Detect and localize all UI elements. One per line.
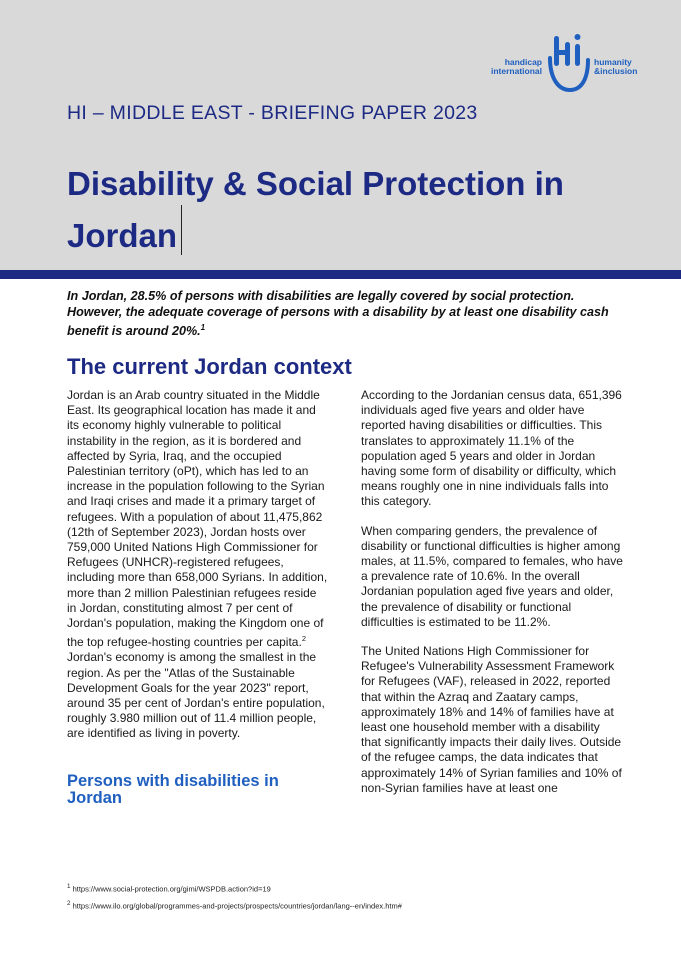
left-column (67, 388, 329, 756)
logo-right-text (594, 58, 654, 76)
left-paragraph-part2: Jordan's economy is among the smallest in the region. As per the "Atlas of the Sustainable Development Goals for the year 2023" report, around 35 per cent of Jordan's entire population, roughly 3.980 million out of 11.4 million people, are identified as living in poverty. (67, 650, 325, 741)
lead-summary (67, 289, 622, 340)
logo-right-line1: humanity (594, 57, 632, 67)
hi-logo (484, 28, 649, 98)
footnote-1-number: 1 (67, 883, 71, 890)
footnotes (67, 880, 657, 913)
lead-footnote-ref[interactable]: 1 (200, 323, 206, 332)
footnote-2 (67, 897, 657, 914)
subsection-heading: Persons with disabilities in Jordan (67, 772, 279, 807)
logo-left-line1: handicap (504, 57, 542, 67)
footnote-ref-2[interactable]: 2 (301, 634, 306, 644)
footnote-1 (67, 880, 657, 897)
text-cursor (181, 205, 182, 255)
logo-right-line2: &inclusion (594, 66, 638, 76)
hand-logo-icon (544, 30, 592, 96)
section-heading: The current Jordan context (67, 354, 352, 379)
lead-text: In Jordan, 28.5% of persons with disabilities are legally covered by social protection. However, the adequate coverage of persons with a disability by at least one disability cash benefit is around 20%. (67, 289, 609, 339)
logo-left-text (484, 58, 542, 76)
header-divider (0, 270, 681, 279)
document-title: Disability & Social Protection in Jordan (67, 165, 564, 254)
briefing-kicker: HI – MIDDLE EAST - BRIEFING PAPER 2023 (67, 102, 478, 124)
logo-left-line2: international (490, 66, 542, 76)
footnote-1-link[interactable]: https://www.social-protection.org/gimi/WSPDB.action?id=19 (72, 884, 271, 894)
right-paragraph-2: When comparing genders, the prevalence of disability or functional difficulties is higher among males, at 11.5%, compared to females, who have a prevalence rate of 10.6%. In the overall Jordanian population aged five years and older, the prevalence of disability or functional difficulties is estimated to be 11.2%. (361, 523, 623, 629)
right-column (361, 388, 623, 810)
right-paragraph-3: The United Nations High Commissioner for Refugee's Vulnerability Assessment Framework for Refugees (VAF), released in 2022, reported that within the Azraq and Zaatary camps, approximately 18% and 14% of families have at least one household member with a disability that significantly impacts their daily lives. Outside of the refugee camps, the data indicates that approximately 14% of Syrian families and 10% of non-Syrian families have at least one (361, 644, 622, 795)
right-paragraph-1: According to the Jordanian census data, 651,396 individuals aged five years and older have reported having disabilities or difficulties. This translates to approximately 11.1% of the population aged 5 years and older in Jordan having some form of disability or difficulty, which means roughly one in nine individuals falls into this category. (361, 388, 622, 509)
left-paragraph (67, 388, 329, 742)
footnote-2-number: 2 (67, 899, 71, 907)
left-paragraph-part1: Jordan is an Arab country situated in the Middle East. Its geographical location has made it and its economy highly vulnerable to political instability in the region, as it is bordered and affected by Syria, Iraq, and the occupied Palestinian territory (oPt), which has led to an increase in the population following to the Syrian and Iraqi crises and made it a primary target of refugees. With a population of about 11,475,862 (12th of September 2023), Jordan hosts over 759,000 United Nations High Commissioner for Refugees (UNHCR)-registered refugees, including more than 658,000 Syrians. In addition, more than 2 million Palestinian refugees reside in Jordan, constituting almost 7 per cent of Jordan's population, making the Kingdom one of the top refugee-hosting countries per capita. (67, 388, 328, 650)
footnote-2-link[interactable]: https://www.ilo.org/global/programmes-and-projects/prospects/countries/jordan/lang--en/index.htm# (72, 901, 402, 910)
